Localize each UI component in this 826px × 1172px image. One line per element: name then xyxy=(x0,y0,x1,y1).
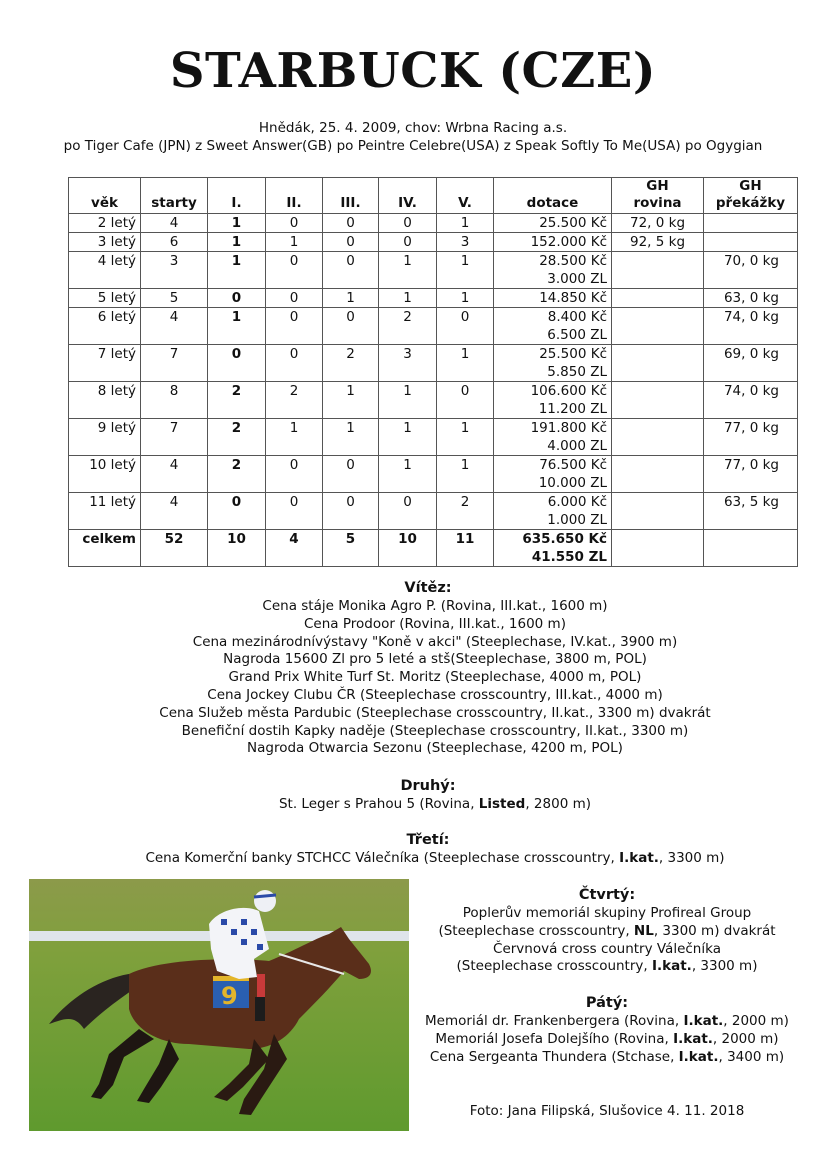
race-item xyxy=(412,905,802,923)
pedigree-line: po Tiger Cafe (JPN) z Sweet Answer(GB) po Peintre Celebre(USA) z Speak Softly To Me(USA) po Ogygian xyxy=(63,138,763,154)
section-fourth xyxy=(412,886,802,976)
cell-fourth: 3 xyxy=(379,345,437,382)
cell-age: 8 letý xyxy=(69,382,141,419)
race-item-text: , 2000 m) xyxy=(712,1030,779,1047)
cell-fifth: 2 xyxy=(437,493,494,530)
race-item-text: , 3400 m) xyxy=(718,1048,785,1065)
cell-starts: 8 xyxy=(141,382,208,419)
race-item xyxy=(412,1031,802,1049)
cell-total-third: 5 xyxy=(323,530,379,567)
prize-czk: 152.000 Kč xyxy=(530,234,607,250)
cell-fourth: 2 xyxy=(379,308,437,345)
saddle-number: 9 xyxy=(221,982,238,1010)
col-header-gh-hurdle-line1: GH xyxy=(739,178,762,194)
cell-starts: 7 xyxy=(141,419,208,456)
cell-age: 4 letý xyxy=(69,252,141,289)
cell-second: 1 xyxy=(266,233,323,252)
prize-zl: 6.500 ZL xyxy=(547,327,607,343)
cell-starts: 4 xyxy=(141,308,208,345)
race-item: Nagroda Otwarcia Sezonu (Steeplechase, 4200 m, POL) xyxy=(247,740,623,757)
col-header-fourth: IV. xyxy=(379,178,437,214)
race-category: I.kat. xyxy=(683,1013,724,1029)
prize-czk: 25.500 Kč xyxy=(539,215,607,231)
cell-prize xyxy=(494,289,612,308)
cell-age: 11 letý xyxy=(69,493,141,530)
cell-first: 2 xyxy=(208,419,266,456)
race-category: I.kat. xyxy=(619,850,659,866)
race-category: NL xyxy=(633,922,654,939)
cell-age: 6 letý xyxy=(69,308,141,345)
cell-total-gh-hurdle xyxy=(704,530,798,567)
cell-prize xyxy=(494,493,612,530)
cell-fourth: 0 xyxy=(379,233,437,252)
cell-starts: 4 xyxy=(141,456,208,493)
prize-czk: 191.800 Kč xyxy=(530,420,607,436)
cell-second: 2 xyxy=(266,382,323,419)
cell-fifth: 1 xyxy=(437,252,494,289)
cell-fourth: 1 xyxy=(379,419,437,456)
prize-czk: 76.500 Kč xyxy=(539,457,607,473)
cell-gh-hurdle: 63, 5 kg xyxy=(704,493,798,530)
race-item: Cena Jockey Clubu ČR (Steeplechase crosscountry, III.kat., 4000 m) xyxy=(207,686,663,703)
cell-age: 9 letý xyxy=(69,419,141,456)
cell-gh-flat xyxy=(612,345,704,382)
section-heading: Čtvrtý: xyxy=(578,887,636,903)
race-category: Listed xyxy=(478,796,526,812)
col-header-third: III. xyxy=(323,178,379,214)
cell-total-starts: 52 xyxy=(141,530,208,567)
cell-prize xyxy=(494,456,612,493)
race-item: Nagroda 15600 Zl pro 5 leté a stš(Steeplechase, 3800 m, POL) xyxy=(223,651,647,668)
career-stats-table xyxy=(68,177,798,567)
cell-prize xyxy=(494,214,612,233)
section-heading: Pátý: xyxy=(585,995,629,1011)
race-category: I.kat. xyxy=(678,1048,719,1065)
prize-zl: 4.000 ZL xyxy=(547,438,607,454)
cell-gh-hurdle: 69, 0 kg xyxy=(704,345,798,382)
col-header-first: I. xyxy=(208,178,266,214)
cell-gh-hurdle: 77, 0 kg xyxy=(704,419,798,456)
cell-fourth: 1 xyxy=(379,252,437,289)
prize-zl: 11.200 ZL xyxy=(538,401,607,417)
cell-first: 0 xyxy=(208,345,266,382)
horse-name-title: STARBUCK (CZE) xyxy=(169,43,657,99)
race-category: I.kat. xyxy=(673,1030,713,1047)
race-item xyxy=(0,796,826,814)
cell-prize xyxy=(494,345,612,382)
table-row xyxy=(69,419,798,456)
cell-third: 2 xyxy=(323,345,379,382)
section-third xyxy=(0,831,826,868)
race-item xyxy=(412,1013,802,1031)
col-header-prize: dotace xyxy=(494,178,612,214)
cell-third: 1 xyxy=(323,419,379,456)
race-item: Grand Prix White Turf St. Moritz (Steeplechase, 4000 m, POL) xyxy=(228,669,642,686)
cell-third: 1 xyxy=(323,289,379,308)
cell-first: 1 xyxy=(208,308,266,345)
cell-fourth: 1 xyxy=(379,456,437,493)
cell-total-fourth: 10 xyxy=(379,530,437,567)
cell-fifth: 1 xyxy=(437,345,494,382)
cell-gh-hurdle xyxy=(704,233,798,252)
col-header-second: II. xyxy=(266,178,323,214)
section-heading: Vítěz: xyxy=(404,580,452,596)
cell-prize xyxy=(494,252,612,289)
col-header-gh-flat-line2: rovina xyxy=(633,195,682,211)
prize-zl: 3.000 ZL xyxy=(547,271,607,287)
race-item-text: Červnová cross country Válečníka xyxy=(493,940,721,957)
race-item xyxy=(412,941,802,959)
cell-prize xyxy=(494,382,612,419)
cell-third: 1 xyxy=(323,382,379,419)
race-item-text: , 3300 m) xyxy=(691,958,758,975)
cell-gh-hurdle: 70, 0 kg xyxy=(704,252,798,289)
cell-fifth: 1 xyxy=(437,456,494,493)
race-item-text: (Steeplechase crosscountry, xyxy=(456,958,652,975)
prize-czk: 8.400 Kč xyxy=(547,309,607,325)
cell-age: 5 letý xyxy=(69,289,141,308)
cell-gh-flat: 92, 5 kg xyxy=(612,233,704,252)
cell-second: 0 xyxy=(266,456,323,493)
col-header-gh-flat xyxy=(612,178,704,214)
cell-third: 0 xyxy=(323,252,379,289)
horse-photo xyxy=(29,879,409,1131)
cell-age: 10 letý xyxy=(69,456,141,493)
cell-third: 0 xyxy=(323,308,379,345)
race-item-text: (Steeplechase crosscountry, xyxy=(438,922,634,939)
cell-total-second: 4 xyxy=(266,530,323,567)
cell-first: 1 xyxy=(208,252,266,289)
cell-starts: 3 xyxy=(141,252,208,289)
cell-gh-hurdle: 74, 0 kg xyxy=(704,308,798,345)
table-row xyxy=(69,493,798,530)
cell-starts: 7 xyxy=(141,345,208,382)
table-header-row xyxy=(69,178,798,214)
cell-first: 1 xyxy=(208,214,266,233)
cell-gh-hurdle: 63, 0 kg xyxy=(704,289,798,308)
race-item-text: St. Leger s Prahou 5 (Rovina, xyxy=(278,796,479,812)
race-item: Cena Služeb města Pardubic (Steeplechase crosscountry, II.kat., 3300 m) dvakrát xyxy=(159,704,711,721)
cell-gh-flat xyxy=(612,308,704,345)
cell-total-gh-flat xyxy=(612,530,704,567)
prize-czk: 28.500 Kč xyxy=(539,253,607,269)
race-item-text: , 2800 m) xyxy=(525,796,591,812)
cell-fifth: 1 xyxy=(437,289,494,308)
cell-first: 0 xyxy=(208,289,266,308)
section-fifth xyxy=(412,994,802,1066)
race-item: Benefiční dostih Kapky naděje (Steeplechase crosscountry, II.kat., 3300 m) xyxy=(181,722,689,739)
race-item xyxy=(412,958,802,976)
cell-prize xyxy=(494,233,612,252)
prize-zl: 10.000 ZL xyxy=(538,475,607,491)
total-prize-zl: 41.550 ZL xyxy=(531,549,607,565)
total-prize-czk: 635.650 Kč xyxy=(522,531,607,547)
cell-starts: 4 xyxy=(141,493,208,530)
cell-first: 2 xyxy=(208,382,266,419)
cell-age: 3 letý xyxy=(69,233,141,252)
cell-fifth: 0 xyxy=(437,382,494,419)
cell-gh-hurdle: 74, 0 kg xyxy=(704,382,798,419)
prize-czk: 14.850 Kč xyxy=(539,290,607,306)
horse-info-line: Hnědák, 25. 4. 2009, chov: Wrbna Racing a.s. xyxy=(258,120,568,136)
table-row xyxy=(69,214,798,233)
cell-gh-flat: 72, 0 kg xyxy=(612,214,704,233)
cell-third: 0 xyxy=(323,456,379,493)
cell-fifth: 1 xyxy=(437,419,494,456)
race-item-text: Poplerův memoriál skupiny Profireal Group xyxy=(462,905,752,921)
cell-third: 0 xyxy=(323,233,379,252)
photo-caption: Foto: Jana Filipská, Slušovice 4. 11. 2018 xyxy=(469,1103,745,1119)
section-heading: Druhý: xyxy=(400,778,456,794)
race-item: Cena mezinárodnívýstavy "Koně v akci" (Steeplechase, IV.kat., 3900 m) xyxy=(192,633,678,650)
cell-third: 0 xyxy=(323,214,379,233)
race-item-text: , 2000 m) xyxy=(723,1013,789,1029)
prize-czk: 25.500 Kč xyxy=(539,346,607,362)
cell-fourth: 0 xyxy=(379,214,437,233)
cell-first: 1 xyxy=(208,233,266,252)
cell-starts: 5 xyxy=(141,289,208,308)
cell-age: 7 letý xyxy=(69,345,141,382)
race-item-text: Memoriál Josefa Dolejšího (Rovina, xyxy=(435,1030,674,1047)
cell-starts: 4 xyxy=(141,214,208,233)
col-header-fifth: V. xyxy=(437,178,494,214)
table-row xyxy=(69,308,798,345)
cell-gh-hurdle: 77, 0 kg xyxy=(704,456,798,493)
cell-gh-flat xyxy=(612,493,704,530)
prize-zl: 1.000 ZL xyxy=(547,512,607,528)
section-winner xyxy=(0,579,826,758)
table-row xyxy=(69,456,798,493)
cell-fifth: 1 xyxy=(437,214,494,233)
prize-czk: 106.600 Kč xyxy=(530,383,607,399)
table-row xyxy=(69,233,798,252)
cell-fourth: 1 xyxy=(379,289,437,308)
race-item-text: Memoriál dr. Frankenbergera (Rovina, xyxy=(425,1013,684,1029)
col-header-gh-hurdle-line2: překážky xyxy=(715,195,786,211)
prize-zl: 5.850 ZL xyxy=(547,364,607,380)
cell-third: 0 xyxy=(323,493,379,530)
race-item-text: , 3300 m) xyxy=(658,850,725,866)
race-item: Cena Prodoor (Rovina, III.kat., 1600 m) xyxy=(304,615,566,632)
race-item xyxy=(0,850,826,868)
cell-gh-flat xyxy=(612,289,704,308)
cell-starts: 6 xyxy=(141,233,208,252)
cell-total-first: 10 xyxy=(208,530,266,567)
col-header-starts: starty xyxy=(141,178,208,214)
race-item: Cena stáje Monika Agro P. (Rovina, III.kat., 1600 m) xyxy=(262,598,608,614)
cell-age: 2 letý xyxy=(69,214,141,233)
cell-second: 0 xyxy=(266,308,323,345)
cell-fourth: 0 xyxy=(379,493,437,530)
cell-gh-flat xyxy=(612,252,704,289)
table-row xyxy=(69,252,798,289)
cell-total-fifth: 11 xyxy=(437,530,494,567)
cell-second: 0 xyxy=(266,493,323,530)
section-second xyxy=(0,777,826,814)
section-heading: Třetí: xyxy=(406,832,450,848)
col-header-age: věk xyxy=(69,178,141,214)
prize-czk: 6.000 Kč xyxy=(547,494,607,510)
cell-total-label: celkem xyxy=(69,530,141,567)
cell-total-prize xyxy=(494,530,612,567)
cell-gh-flat xyxy=(612,456,704,493)
table-row xyxy=(69,382,798,419)
cell-second: 0 xyxy=(266,345,323,382)
col-header-gh-flat-line1: GH xyxy=(646,178,669,194)
race-item-text: Cena Sergeanta Thundera (Stchase, xyxy=(429,1048,679,1065)
cell-first: 2 xyxy=(208,456,266,493)
col-header-gh-hurdle xyxy=(704,178,798,214)
cell-gh-flat xyxy=(612,382,704,419)
racehorse-image-icon xyxy=(29,879,409,1131)
table-row xyxy=(69,289,798,308)
table-row xyxy=(69,345,798,382)
cell-second: 0 xyxy=(266,252,323,289)
cell-second: 0 xyxy=(266,289,323,308)
race-item xyxy=(412,1049,802,1067)
cell-second: 0 xyxy=(266,214,323,233)
cell-prize xyxy=(494,308,612,345)
cell-gh-flat xyxy=(612,419,704,456)
cell-first: 0 xyxy=(208,493,266,530)
cell-prize xyxy=(494,419,612,456)
cell-fifth: 3 xyxy=(437,233,494,252)
race-item-text: Cena Komerční banky STCHCC Válečníka (Steeplechase crosscountry, xyxy=(145,850,620,866)
cell-gh-hurdle xyxy=(704,214,798,233)
race-item xyxy=(412,923,802,941)
cell-fourth: 1 xyxy=(379,382,437,419)
cell-fifth: 0 xyxy=(437,308,494,345)
table-total-row xyxy=(69,530,798,567)
race-item-text: , 3300 m) dvakrát xyxy=(653,922,776,939)
race-category: I.kat. xyxy=(651,958,692,975)
cell-second: 1 xyxy=(266,419,323,456)
